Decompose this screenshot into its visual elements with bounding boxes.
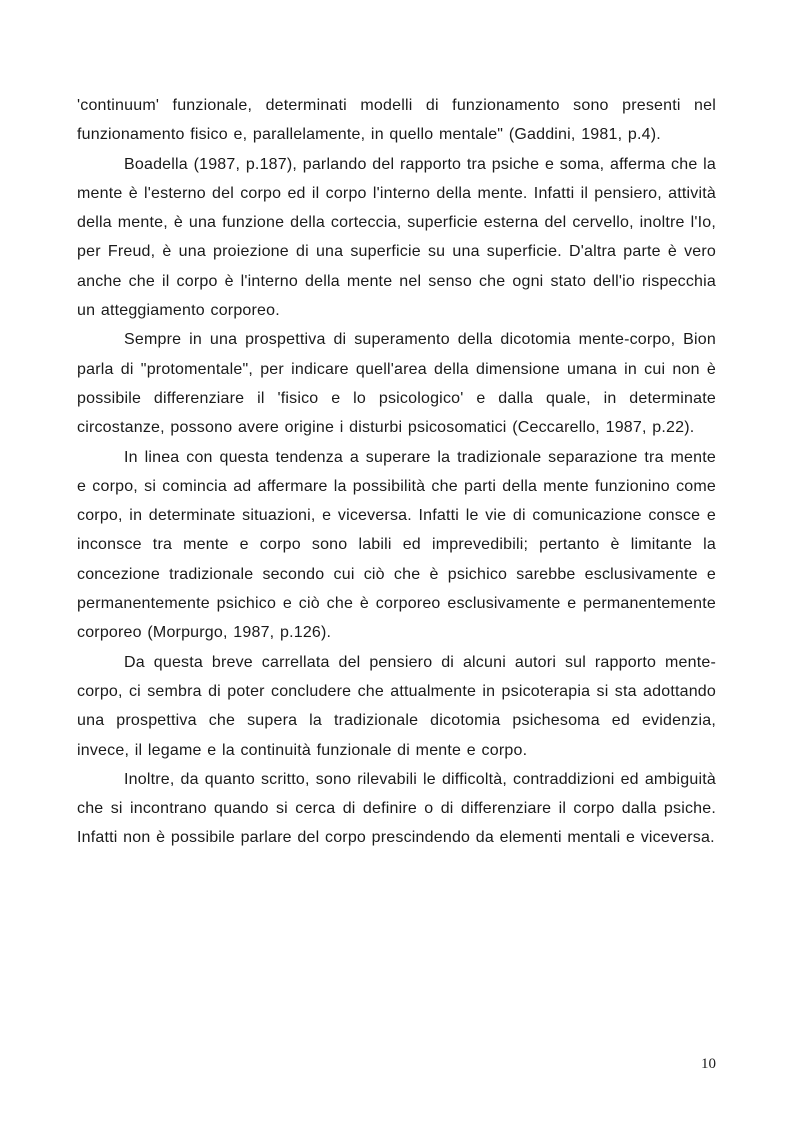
paragraph-bion: Sempre in una prospettiva di superamento della dicotomia mente-corpo, Bion parla di "protomentale", per indicare quell'area della dimensione umana in cui non è possibile differenziare il 'fisico e lo psicologico' e dalla quale, in determinate circostanze, possono avere origine i disturbi psicosomatici (Ceccarello, 1987, p.22). bbox=[77, 331, 716, 437]
paragraph-boadella: Boadella (1987, p.187), parlando del rapporto tra psiche e soma, afferma che la mente è l'esterno del corpo ed il corpo l'interno della mente. Infatti il pensiero, attività della mente, è una funzione della corteccia, superficie esterna del cervello, inoltre l'Io, per Freud, è una proiezione di una superficie su una superficie. D'altra parte è vero anche che il corpo è l'interno della mente nel senso che ogni stato dell'io rispecchia un atteggiamento corporeo. bbox=[77, 155, 716, 320]
paragraph-continuation: 'continuum' funzionale, determinati modelli di funzionamento sono presenti nel funzionamento fisico e, parallelamente, in quello mentale" (Gaddini, 1981, p.4). bbox=[77, 97, 716, 144]
paragraph-ambiguity: Inoltre, da quanto scritto, sono rilevabili le difficoltà, contraddizioni ed ambiguità che si incontrano quando si cerca di definire o di differenziare il corpo dalla psiche. Infatti non è possibile parlare del corpo prescindendo da elementi mentali e viceversa. bbox=[77, 770, 716, 847]
paragraph-morpurgo: In linea con questa tendenza a superare la tradizionale separazione tra mente e corpo, si comincia ad affermare la possibilità che parti della mente funzionino come corpo, in determinate situazioni, e viceversa. Infatti le vie di comunicazione consce e inconsce tra mente e corpo sono labili ed imprevedibili; pertanto è limitante la concezione tradizionale secondo cui ciò che è psichico sarebbe esclusivamente e permanentemente psichico e ciò che è corporeo esclusivamente e permanentemente corporeo (Morpurgo, 1987, p.126). bbox=[77, 448, 716, 642]
body-text bbox=[77, 91, 716, 853]
paragraph-conclusion: Da questa breve carrellata del pensiero di alcuni autori sul rapporto mente-corpo, ci sembra di poter concludere che attualmente in psicoterapia si sta adottando una prospettiva che supera la tradizionale dicotomia psichesoma ed evidenzia, invece, il legame e la continuità funzionale di mente e corpo. bbox=[77, 653, 716, 759]
page-number: 10 bbox=[701, 1056, 716, 1072]
